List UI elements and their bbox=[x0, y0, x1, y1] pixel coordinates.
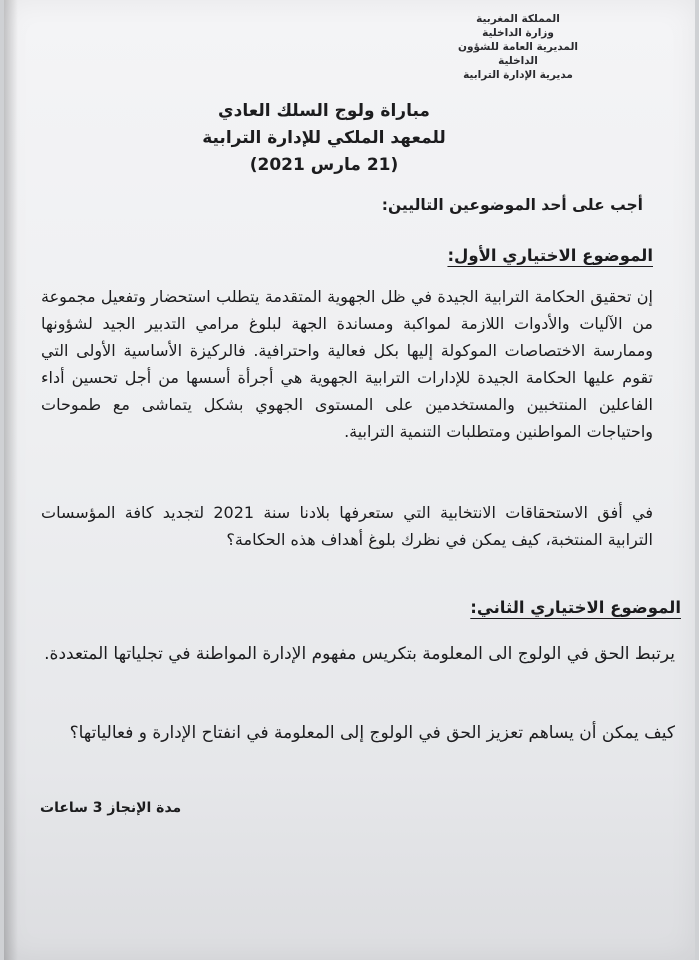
subject-1-paragraph-1: إن تحقيق الحكامة الترابية الجيدة في ظل الجهوية المتقدمة يتطلب استحضار وتفعيل مجموعة من الآليات والأدوات اللازمة لمواكبة ومساندة الجهة لبلوغ مرامي التدبير الجيد لشؤونها وممارسة الاختصاصات الموكولة إليها بكل فعالية واحترافية. فالركيزة الأساسية الأولى التي تقوم عليها الحكامة الجيدة للإدارات الترابية الجهوية هي أجرأة أسسها من أجل تحسين أداء الفاعلين المنتخبين والمستخدمين على المستوى الجهوي بشكل يتماشى مع طموحات واحتياجات المواطنين ومتطلبات التنمية الترابية. bbox=[41, 287, 653, 441]
header-line-directorate-general: المديرية العامة للشؤون الداخلية bbox=[457, 41, 578, 67]
subject-2-paragraph-1: يرتبط الحق في الولوج الى المعلومة بتكريس مفهوم الإدارة المواطنة في تجلياتها المتعددة. bbox=[44, 644, 675, 664]
exam-title-line-2: للمعهد الملكي للإدارة الترابية bbox=[202, 128, 446, 148]
exam-date: (21 مارس 2021) bbox=[249, 155, 399, 175]
exam-sheet bbox=[4, 0, 695, 960]
subject-1-heading: الموضوع الاختياري الأول: bbox=[447, 246, 653, 265]
subject-2-heading: الموضوع الاختياري الثاني: bbox=[470, 598, 681, 617]
exam-duration: مدة الإنجاز 3 ساعات bbox=[40, 800, 182, 816]
exam-title bbox=[174, 98, 474, 179]
page-edge-shadow bbox=[4, 0, 18, 960]
header-line-ministry: وزارة الداخلية bbox=[482, 27, 554, 39]
header-line-kingdom: المملكة المغربية bbox=[476, 13, 560, 25]
instruction: أجب على أحد الموضوعين التاليين: bbox=[381, 196, 643, 214]
subject-2-question: كيف يمكن أن يساهم تعزيز الحق في الولوج إلى المعلومة في انفتاح الإدارة و فعالياتها؟ bbox=[69, 723, 675, 743]
header-line-directorate: مديرية الإدارة الترابية bbox=[463, 69, 573, 81]
exam-title-line-1: مباراة ولوج السلك العادي bbox=[218, 101, 430, 121]
ministry-header bbox=[443, 12, 593, 82]
subject-1-question: في أفق الاستحقاقات الانتخابية التي ستعرفها بلادنا سنة 2021 لتجديد كافة المؤسسات الترابية المنتخبة، كيف يمكن في نظرك بلوغ أهداف هذه الحكامة؟ bbox=[41, 503, 653, 549]
